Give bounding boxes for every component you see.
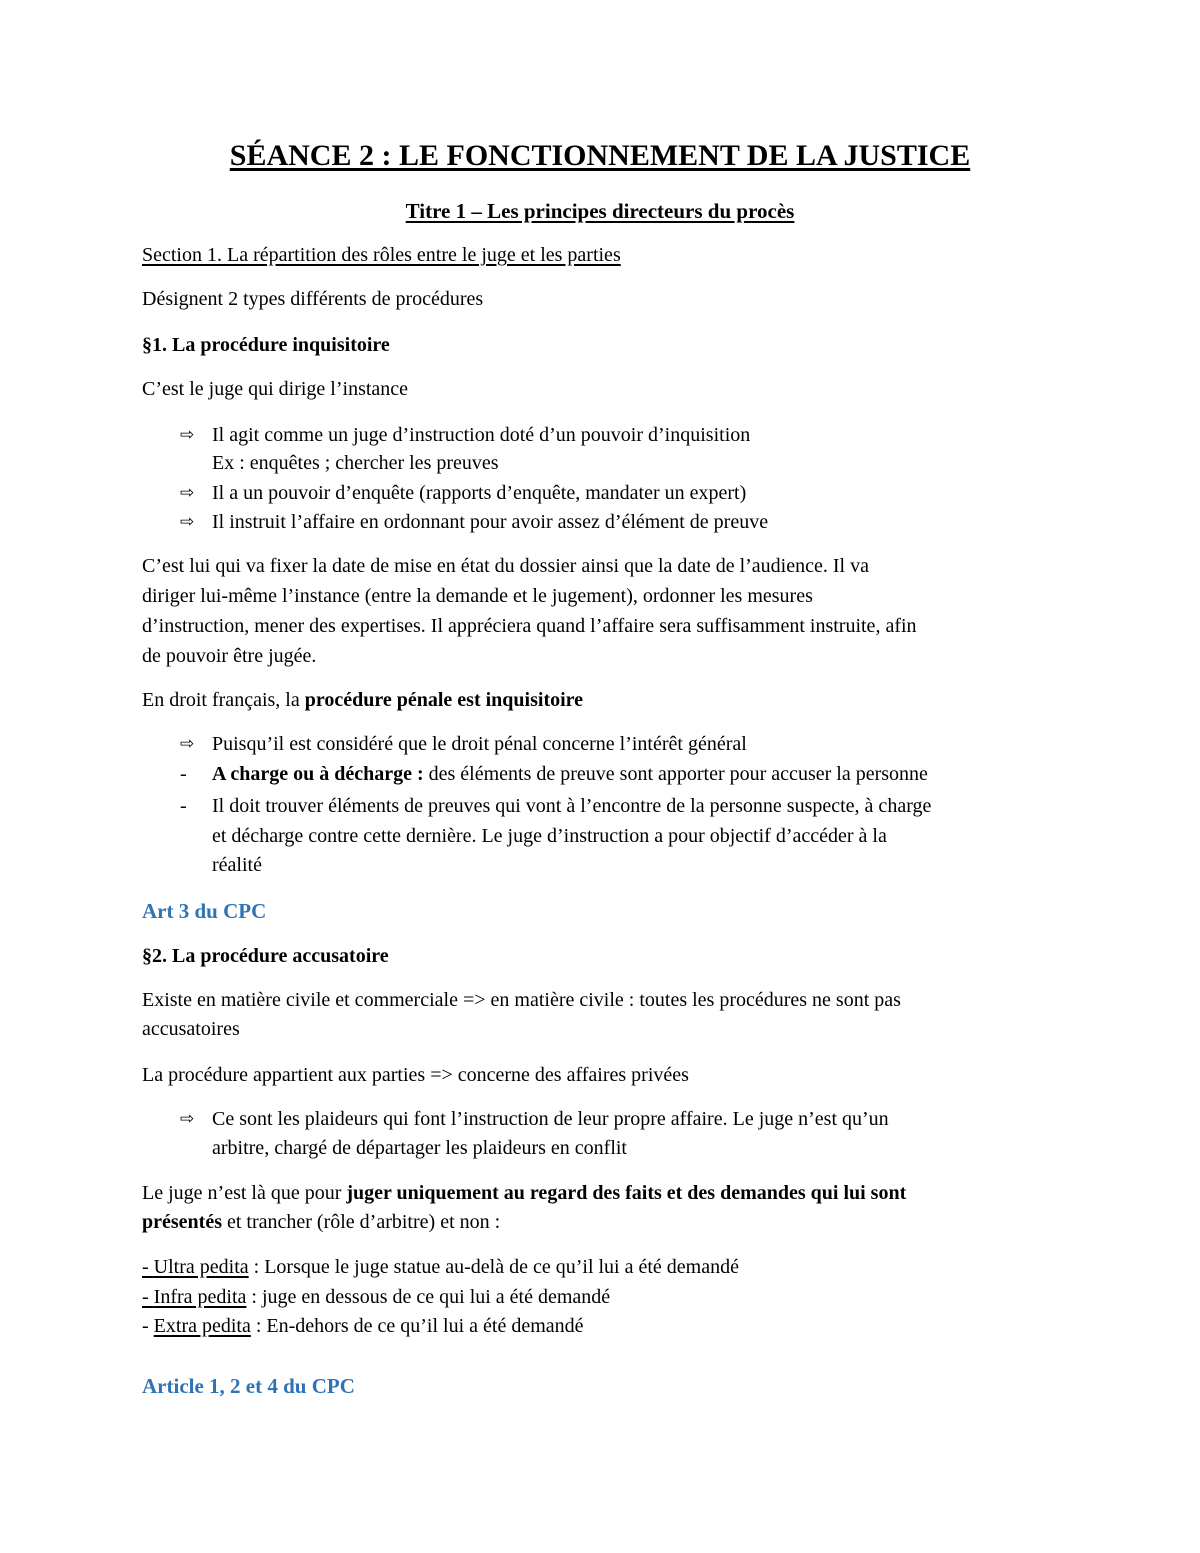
paragraph-line: diriger lui-même l’instance (entre la demande et le jugement), ordonner les mesures bbox=[142, 585, 813, 607]
paragraph-line: accusatoires bbox=[142, 1018, 240, 1040]
penal-bold: procédure pénale est inquisitoire bbox=[304, 689, 584, 711]
juge-sentence-line1 bbox=[142, 1179, 906, 1207]
bullet-item: Puisqu’il est considéré que le droit pénal concerne l’intérêt général bbox=[212, 733, 747, 755]
paragraph-line: La procédure appartient aux parties => concerne des affaires privées bbox=[142, 1064, 689, 1086]
bullet-item: Il agit comme un juge d’instruction doté d’un pouvoir d’inquisition bbox=[212, 424, 751, 446]
juge-bold: présentés bbox=[142, 1211, 222, 1233]
pedita-item bbox=[142, 1253, 739, 1281]
arrow-icon: ⇨ bbox=[180, 483, 195, 503]
juge-text: Le juge n’est là que pour bbox=[142, 1182, 347, 1204]
arrow-icon: ⇨ bbox=[180, 425, 195, 445]
document-subtitle: Titre 1 – Les principes directeurs du procès bbox=[405, 199, 795, 223]
pedita-definition: : Lorsque le juge statue au-delà de ce qu’il lui a été demandé bbox=[248, 1256, 739, 1278]
arrow-icon: ⇨ bbox=[180, 1109, 195, 1129]
paragraph-heading-1: §1. La procédure inquisitoire bbox=[142, 334, 390, 356]
pedita-term: Extra pedita bbox=[153, 1315, 251, 1337]
bullet-example: Ex : enquêtes ; chercher les preuves bbox=[212, 452, 499, 474]
bullet-line: réalité bbox=[212, 854, 262, 876]
juge-text: et trancher (rôle d’arbitre) et non : bbox=[221, 1211, 501, 1233]
paragraph-heading-2: §2. La procédure accusatoire bbox=[142, 945, 389, 967]
pedita-term: Infra pedita bbox=[153, 1286, 247, 1308]
paragraph-intro-1: C’est le juge qui dirige l’instance bbox=[142, 378, 409, 400]
paragraph-line: C’est lui qui va fixer la date de mise en état du dossier ainsi que la date de l’audience. Il va bbox=[142, 555, 869, 577]
bullet-bold: A charge ou à décharge : bbox=[212, 763, 424, 785]
paragraph-line: de pouvoir être jugée. bbox=[142, 645, 317, 667]
juge-sentence-line2 bbox=[142, 1208, 500, 1236]
bullet-line: et décharge contre cette dernière. Le juge d’instruction a pour objectif d’accéder à la bbox=[212, 825, 887, 847]
intro-text: Désignent 2 types différents de procédures bbox=[142, 288, 484, 310]
pedita-dash: - bbox=[142, 1286, 154, 1308]
pedita-dash: - bbox=[142, 1315, 154, 1337]
penal-sentence bbox=[142, 686, 583, 714]
pedita-definition: : juge en dessous de ce qui lui a été demandé bbox=[246, 1286, 611, 1308]
article-reference: Article 1, 2 et 4 du CPC bbox=[142, 1374, 355, 1398]
arrow-icon: ⇨ bbox=[180, 734, 195, 754]
dash-marker: - bbox=[180, 795, 187, 817]
bullet-line: Il doit trouver éléments de preuves qui vont à l’encontre de la personne suspecte, à charge bbox=[212, 795, 932, 817]
article-reference: Art 3 du CPC bbox=[142, 899, 267, 923]
bullet-text: des éléments de preuve sont apporter pour accuser la personne bbox=[423, 763, 928, 785]
bullet-item: Il a un pouvoir d’enquête (rapports d’enquête, mandater un expert) bbox=[212, 482, 747, 504]
document-title: SÉANCE 2 : LE FONCTIONNEMENT DE LA JUSTICE bbox=[229, 139, 971, 172]
pedita-definition: : En-dehors de ce qu’il lui a été demandé bbox=[250, 1315, 584, 1337]
bullet-item: Il instruit l’affaire en ordonnant pour avoir assez d’élément de preuve bbox=[212, 511, 769, 533]
pedita-item bbox=[142, 1312, 584, 1340]
bullet-line: Ce sont les plaideurs qui font l’instruction de leur propre affaire. Le juge n’est qu’un bbox=[212, 1108, 889, 1130]
bullet-item bbox=[212, 760, 928, 788]
dash-marker: - bbox=[180, 763, 187, 785]
bullet-line: arbitre, chargé de départager les plaideurs en conflit bbox=[212, 1137, 627, 1159]
arrow-icon: ⇨ bbox=[180, 512, 195, 532]
pedita-item bbox=[142, 1283, 610, 1311]
pedita-dash: - bbox=[142, 1256, 154, 1278]
pedita-term: Ultra pedita bbox=[153, 1256, 249, 1278]
paragraph-line: d’instruction, mener des expertises. Il appréciera quand l’affaire sera suffisamment instruite, afin bbox=[142, 615, 917, 637]
section-heading: Section 1. La répartition des rôles entre le juge et les parties bbox=[142, 244, 621, 266]
juge-bold: juger uniquement au regard des faits et des demandes qui lui sont bbox=[346, 1182, 907, 1204]
penal-text: En droit français, la bbox=[142, 689, 305, 711]
paragraph-line: Existe en matière civile et commerciale => en matière civile : toutes les procédures ne sont pas bbox=[142, 989, 901, 1011]
